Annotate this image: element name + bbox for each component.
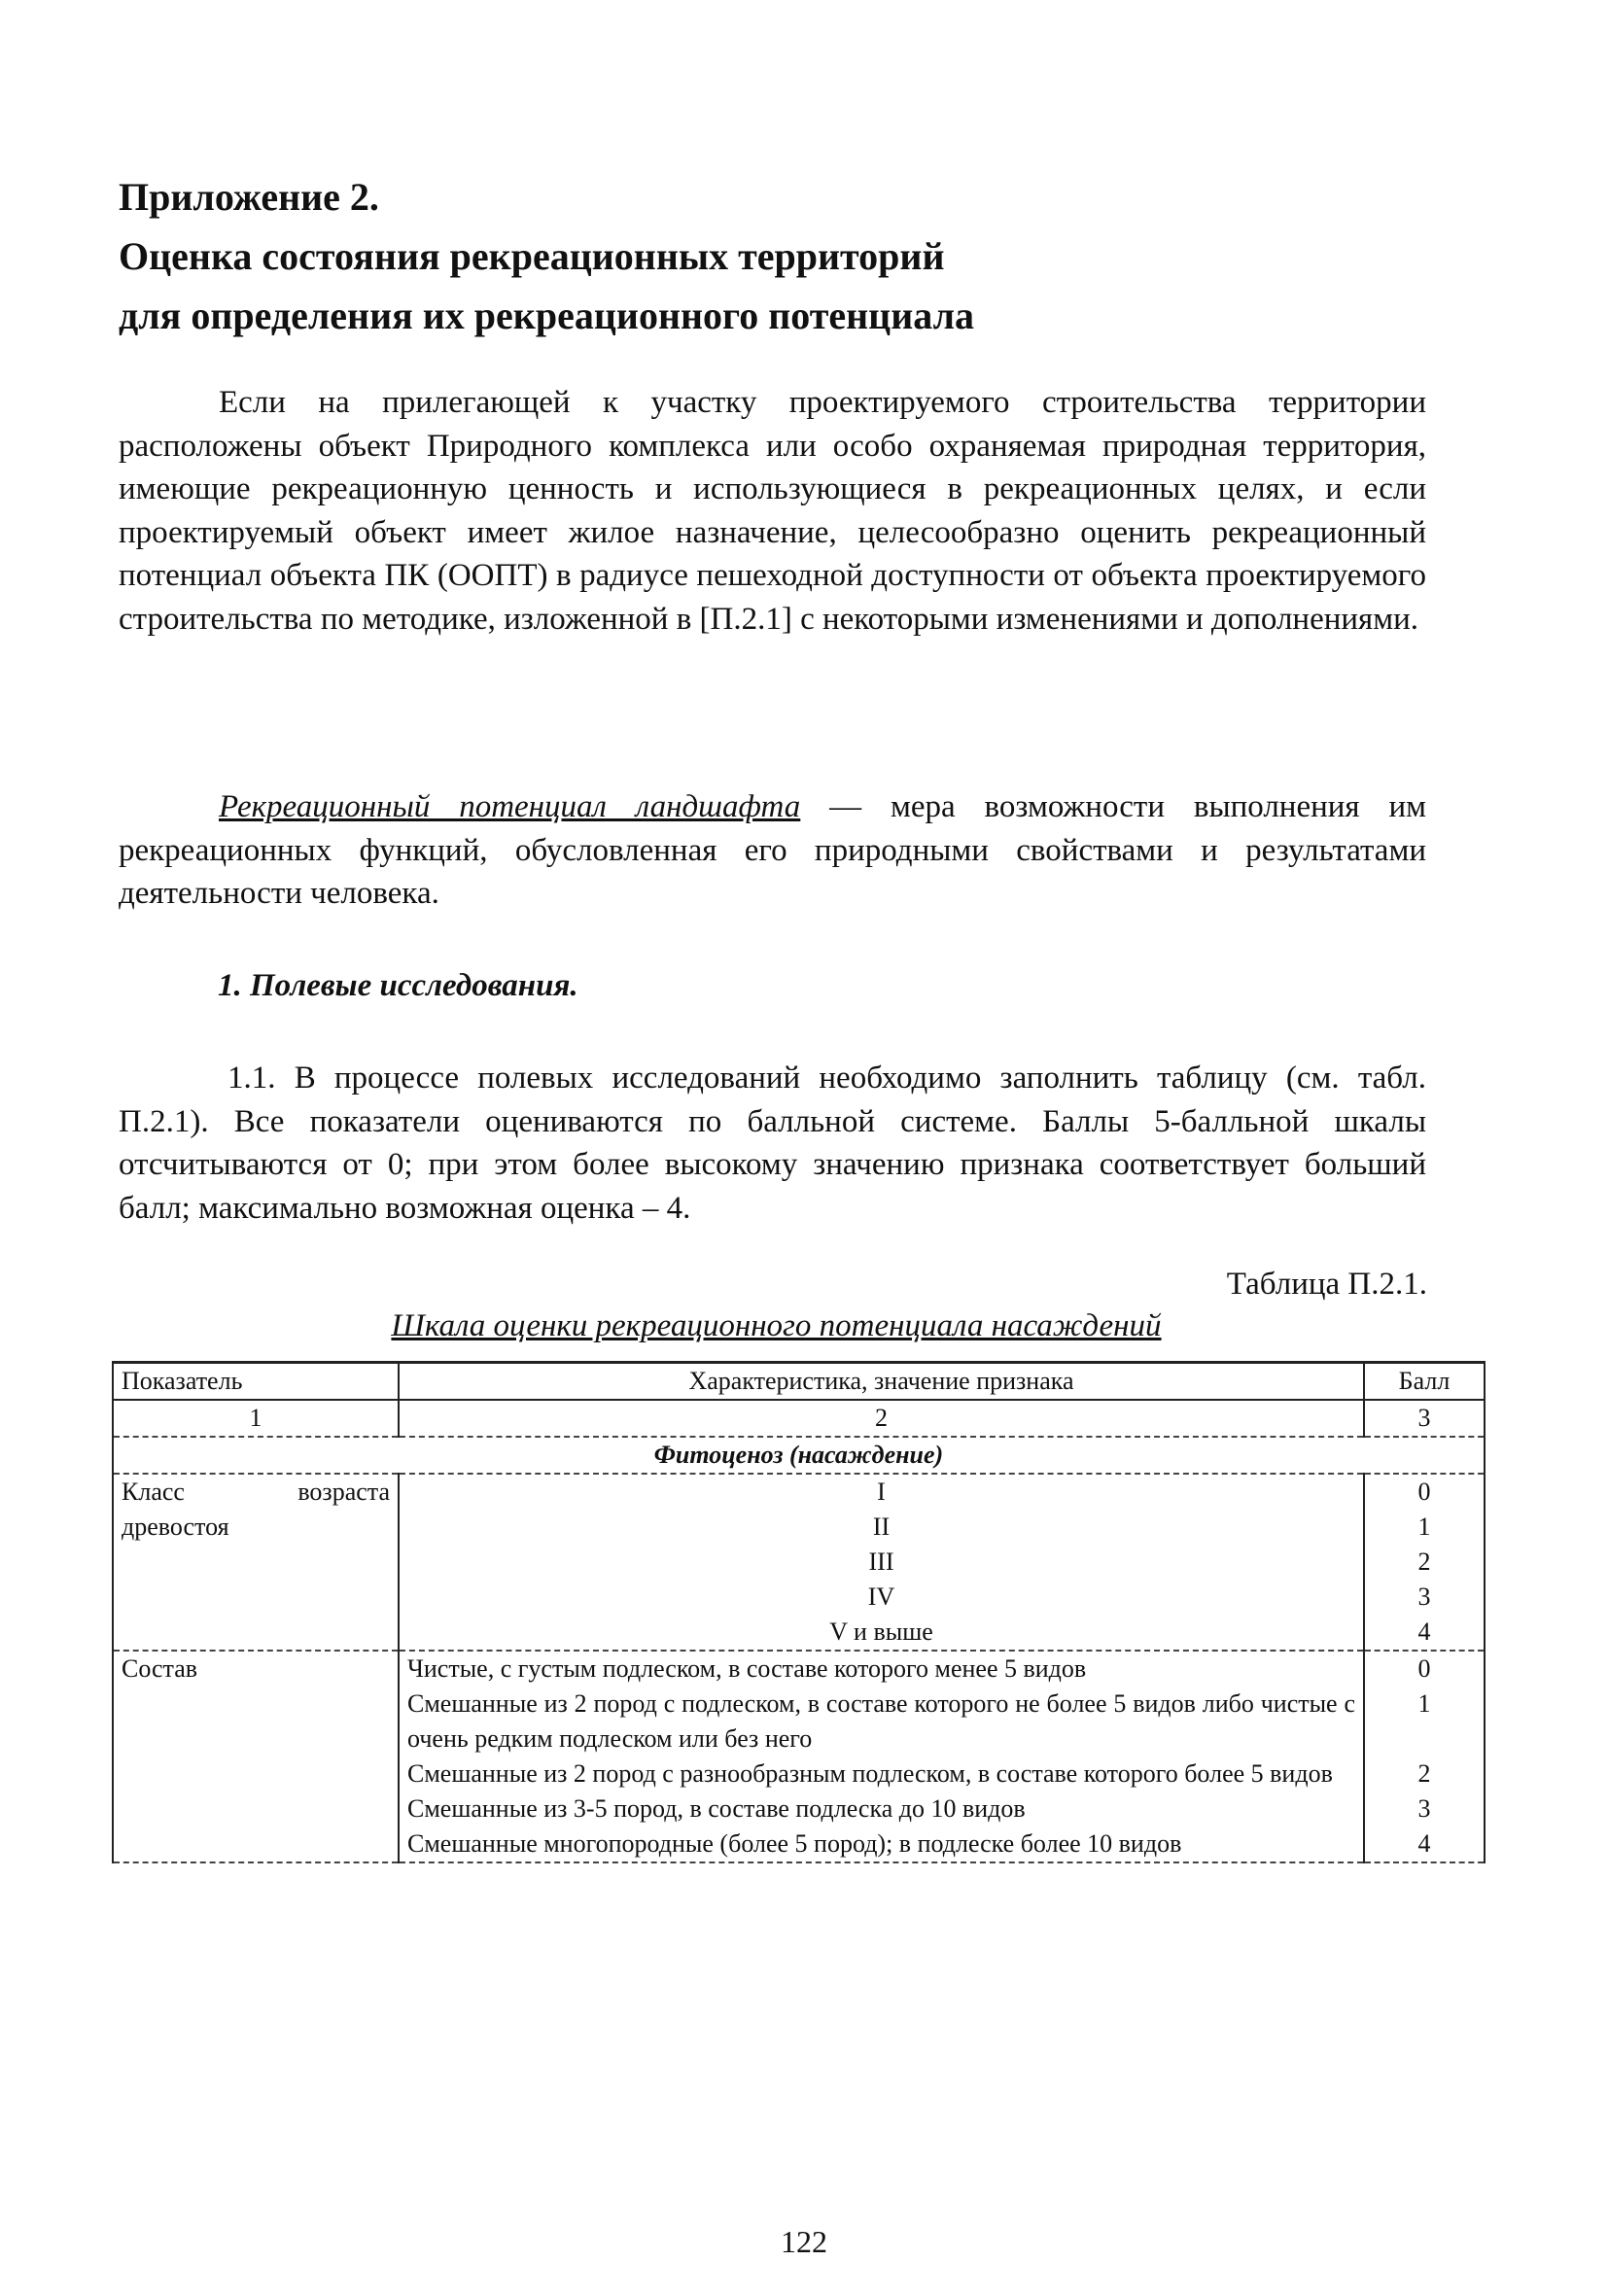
section-row (113, 1437, 1485, 1474)
score-cell: 2 (1364, 1545, 1485, 1580)
col-number: 3 (1364, 1400, 1485, 1437)
characteristic-cell: V и выше (399, 1615, 1364, 1651)
table-caption: Шкала оценки рекреационного потенциала насаждений (391, 1308, 1162, 1343)
header-indicator: Показатель (113, 1363, 399, 1401)
title-line-2: Оценка состояния рекреационных территорий (119, 234, 945, 278)
score-cell: 0 (1364, 1474, 1485, 1510)
characteristic-cell: Смешанные из 3-5 пород, в составе подлеска до 10 видов (399, 1792, 1364, 1826)
characteristic-cell: Смешанные из 2 пород с подлеском, в составе которого не более 5 видов либо чистые с очень редким подлеском или без него (399, 1687, 1364, 1757)
score-cell: 3 (1364, 1580, 1485, 1615)
characteristic-cell: IV (399, 1580, 1364, 1615)
characteristic-cell: Смешанные из 2 пород с разнообразным подлеском, в составе которого более 5 видов (399, 1757, 1364, 1792)
characteristic-cell: Чистые, с густым подлеском, в составе которого менее 5 видов (399, 1651, 1364, 1687)
section-heading: 1. Полевые исследования. (218, 968, 578, 1003)
page-number: 122 (781, 2224, 827, 2259)
section-title: Фитоценоз (насаждение) (113, 1437, 1485, 1474)
col-number: 1 (113, 1400, 399, 1437)
intro-paragraph: Если на прилегающей к участку проектируемого строительства территории расположены объект Природного комплекса или особо охраняемая природная территория, имеющие рекреационную ценность и использующиеся в рекреационных целях, и если проектируемый объект имеет жилое назначение, целесообразно оценить рекреационный потенциал объекта ПК (ООПТ) в радиусе пешеходной доступности от объекта проектируемого строительства по методике, изложенной в [П.2.1] с некоторыми изменениями и дополнениями. (119, 385, 1426, 637)
col-number: 2 (399, 1400, 1364, 1437)
table-row (113, 1474, 1485, 1510)
characteristic-cell: II (399, 1510, 1364, 1545)
characteristic-cell: III (399, 1545, 1364, 1580)
definition-paragraph (119, 785, 1426, 916)
characteristic-cell: Смешанные многопородные (более 5 пород); в подлеске более 10 видов (399, 1826, 1364, 1862)
indicator-composition: Состав (113, 1651, 399, 1862)
score-cell: 0 (1364, 1651, 1485, 1687)
title-line-3: для определения их рекреационного потенциала (119, 294, 975, 337)
definition-term: Рекреационный потенциал ландшафта (219, 789, 801, 824)
score-cell: 3 (1364, 1792, 1485, 1826)
characteristic-cell: I (399, 1474, 1364, 1510)
indicator-age-class: Класс возраста древостоя (113, 1474, 399, 1651)
score-cell: 4 (1364, 1615, 1485, 1651)
score-cell: 4 (1364, 1826, 1485, 1862)
score-cell: 1 (1364, 1687, 1485, 1757)
score-cell: 2 (1364, 1757, 1485, 1792)
column-number-row (113, 1400, 1485, 1437)
appendix-title (119, 167, 1480, 345)
table-row (113, 1651, 1485, 1687)
title-line-1: Приложение 2. (119, 175, 379, 219)
header-characteristic: Характеристика, значение признака (399, 1363, 1364, 1401)
definition-text: — мера возможности выполнения им рекреационных функций, обусловленная его природными свойствами и результатами деятельности человека. (119, 789, 1427, 911)
score-table (112, 1361, 1486, 1863)
table-header-row (113, 1363, 1485, 1401)
header-score: Балл (1364, 1363, 1485, 1401)
score-cell: 1 (1364, 1510, 1485, 1545)
field-study-paragraph: 1.1. В процессе полевых исследований необходимо заполнить таблицу (см. табл. П.2.1). Все показатели оцениваются по балльной системе. Баллы 5-балльной шкалы отсчитываются от 0; при этом более высокому значению признака соответствует больший балл; максимально возможная оценка – 4. (119, 1061, 1426, 1226)
table-label: Таблица П.2.1. (1226, 1267, 1427, 1302)
